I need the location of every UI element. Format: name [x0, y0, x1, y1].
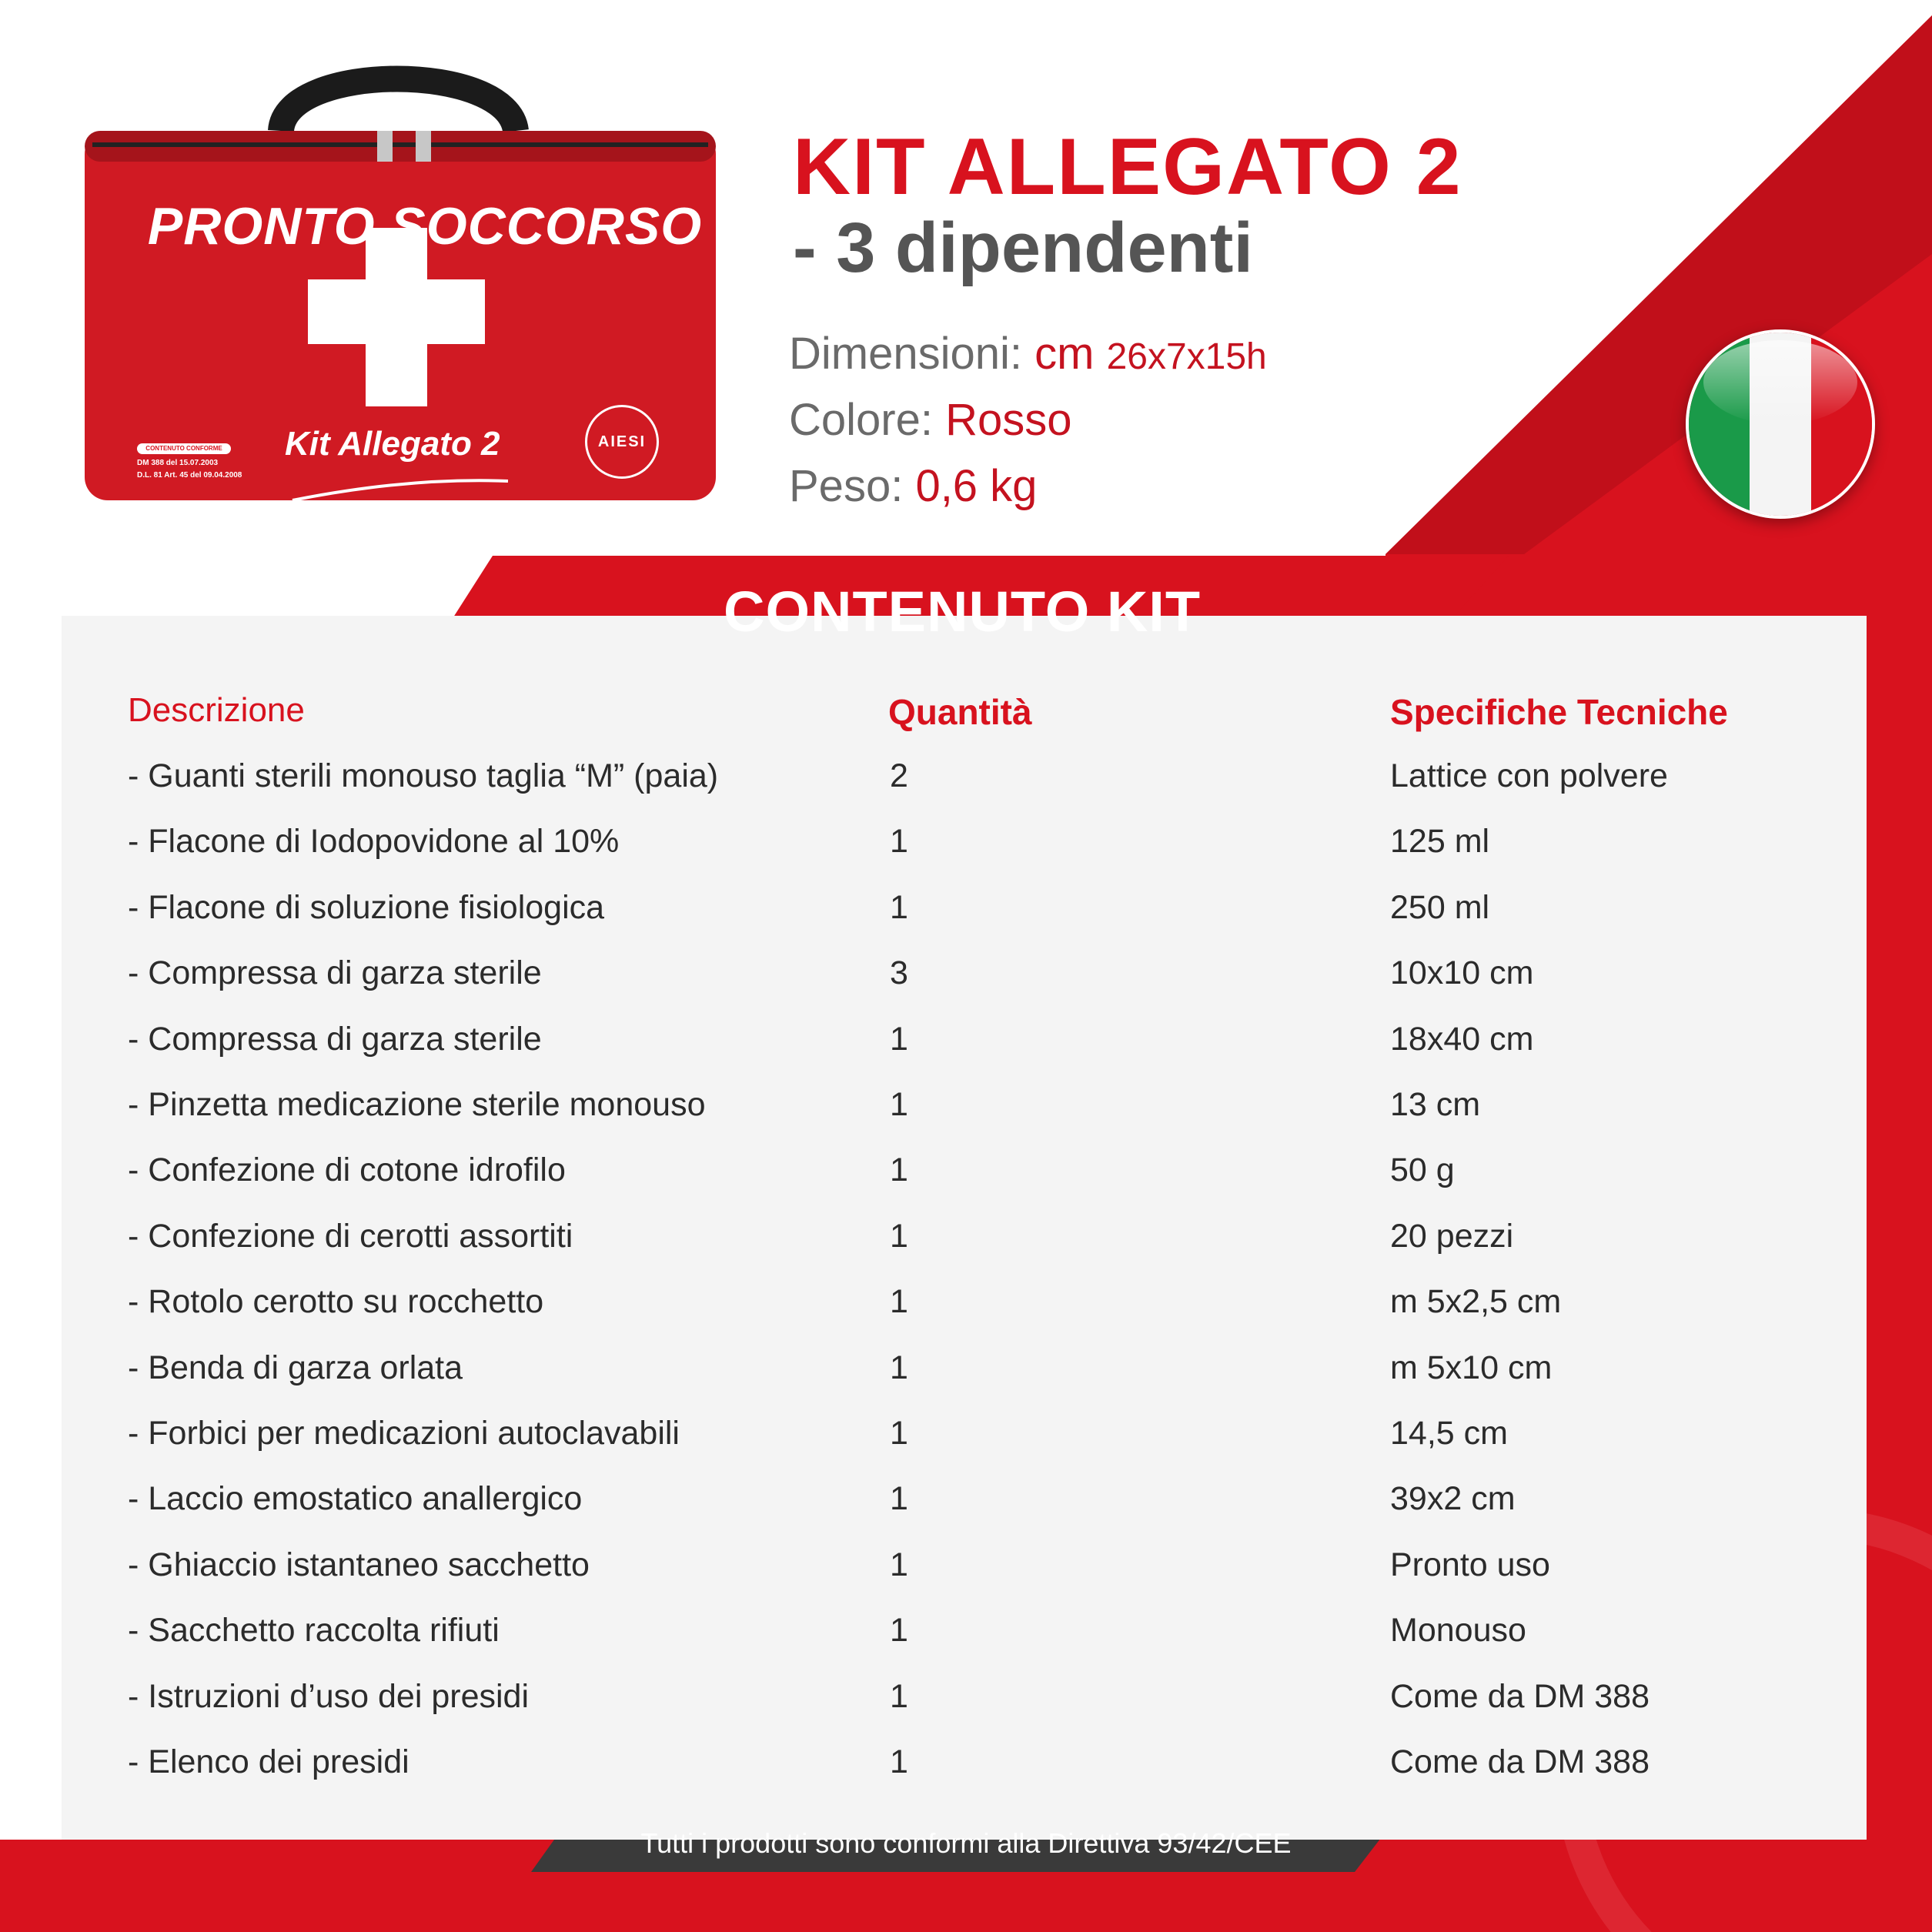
cell-description: - Ghiaccio istantaneo sacchetto: [128, 1546, 590, 1583]
contents-heading: CONTENUTO KIT: [724, 580, 1202, 643]
cell-quantity: 1: [890, 1349, 908, 1386]
column-header-description: Descrizione: [128, 691, 305, 729]
cell-description: - Flacone di Iodopovidone al 10%: [128, 823, 620, 860]
color-value: Rosso: [945, 395, 1072, 445]
cell-specs: 18x40 cm: [1390, 1021, 1534, 1058]
cell-quantity: 1: [890, 1743, 908, 1780]
cell-description: - Elenco dei presidi: [128, 1743, 409, 1780]
dimensions-unit: cm: [1035, 329, 1095, 379]
cell-description: - Istruzioni d’uso dei presidi: [128, 1678, 530, 1715]
aiesi-logo: AIESI: [585, 405, 659, 479]
cell-specs: 20 pezzi: [1390, 1218, 1514, 1255]
cell-specs: 39x2 cm: [1390, 1480, 1516, 1517]
cell-description: - Forbici per medicazioni autoclavabili: [128, 1415, 680, 1452]
cell-quantity: 1: [890, 1480, 908, 1517]
cell-quantity: 1: [890, 1546, 908, 1583]
cell-quantity: 1: [890, 1283, 908, 1320]
cell-quantity: 1: [890, 1678, 908, 1715]
cell-quantity: 1: [890, 1612, 908, 1649]
weight-spec: [789, 460, 1037, 512]
cell-description: - Benda di garza orlata: [128, 1349, 463, 1386]
cell-specs: 125 ml: [1390, 823, 1490, 860]
cell-specs: Pronto uso: [1390, 1546, 1550, 1583]
dimensions-spec: [789, 328, 1267, 379]
first-aid-bag-image: [77, 46, 739, 516]
cell-description: - Laccio emostatico anallergico: [128, 1480, 583, 1517]
cell-quantity: 1: [890, 1021, 908, 1058]
cell-specs: 13 cm: [1390, 1086, 1481, 1123]
italian-flag-icon: [1686, 329, 1875, 519]
cell-quantity: 3: [890, 954, 908, 991]
cell-specs: m 5x2,5 cm: [1390, 1283, 1562, 1320]
cell-specs: 250 ml: [1390, 889, 1490, 926]
cell-specs: Monouso: [1390, 1612, 1526, 1649]
cell-specs: Lattice con polvere: [1390, 757, 1668, 794]
dimensions-value: 26x7x15h: [1106, 336, 1267, 377]
cell-quantity: 1: [890, 1152, 908, 1188]
cell-quantity: 1: [890, 889, 908, 926]
cell-quantity: 1: [890, 1415, 908, 1452]
column-header-specs: Specifiche Tecniche: [1390, 692, 1728, 732]
cell-specs: Come da DM 388: [1390, 1678, 1650, 1715]
cell-specs: 50 g: [1390, 1152, 1455, 1188]
bag-regulation-line: D.L. 81 Art. 45 del 09.04.2008: [137, 471, 242, 480]
cell-quantity: 1: [890, 823, 908, 860]
weight-label: Peso:: [789, 461, 916, 511]
bag-kit-label: Kit Allegato 2: [285, 425, 500, 463]
product-subtitle: - 3 dipendenti: [793, 209, 1253, 287]
cell-specs: 14,5 cm: [1390, 1415, 1508, 1452]
bag-regulation-line: DM 388 del 15.07.2003: [137, 459, 219, 467]
cell-description: - Guanti sterili monouso taglia “M” (paia): [128, 757, 719, 794]
cell-description: - Confezione di cerotti assortiti: [128, 1218, 573, 1255]
weight-value: 0,6 kg: [915, 461, 1038, 511]
color-label: Colore:: [789, 395, 946, 445]
cell-description: - Confezione di cotone idrofilo: [128, 1152, 566, 1188]
cell-description: - Sacchetto raccolta rifiuti: [128, 1612, 500, 1649]
cell-description: - Compressa di garza sterile: [128, 1021, 542, 1058]
cell-quantity: 1: [890, 1086, 908, 1123]
cell-description: - Compressa di garza sterile: [128, 954, 542, 991]
cell-quantity: 1: [890, 1218, 908, 1255]
cell-specs: Come da DM 388: [1390, 1743, 1650, 1780]
product-title: KIT ALLEGATO 2: [793, 122, 1462, 212]
bag-conformity-badge: CONTENUTO CONFORME: [137, 443, 231, 454]
cell-description: - Pinzetta medicazione sterile monouso: [128, 1086, 706, 1123]
cell-quantity: 2: [890, 757, 908, 794]
dimensions-label: Dimensioni:: [789, 329, 1035, 379]
cell-description: - Flacone di soluzione fisiologica: [128, 889, 605, 926]
cell-description: - Rotolo cerotto su rocchetto: [128, 1283, 544, 1320]
color-spec: [789, 394, 1072, 446]
cell-specs: 10x10 cm: [1390, 954, 1534, 991]
bag-title: PRONTO SOCCORSO: [147, 197, 703, 256]
footer-note: Tutti i prodotti sono conformi alla Direttiva 93/42/CEE: [640, 1827, 1292, 1859]
column-header-quantity: Quantità: [888, 692, 1032, 732]
cell-specs: m 5x10 cm: [1390, 1349, 1553, 1386]
